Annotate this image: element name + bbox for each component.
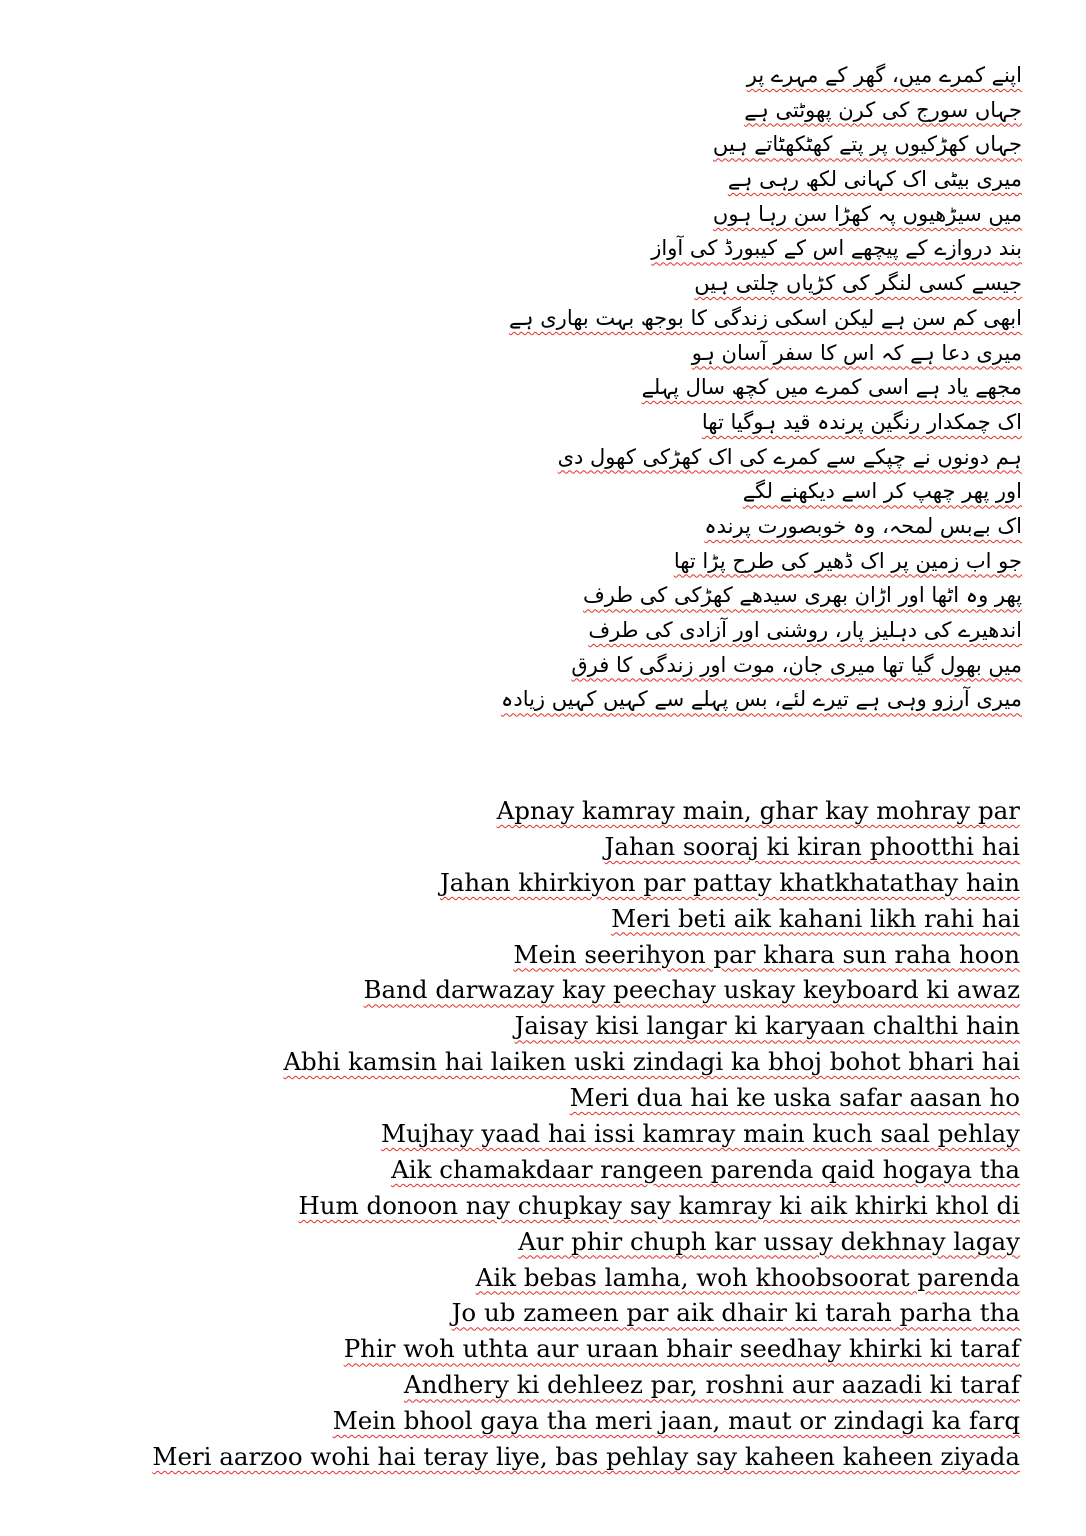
poem-line (322, 231, 1022, 266)
poem-line (322, 440, 1022, 475)
poem-line (322, 474, 1022, 509)
poem-line-text: جیسے کسی لنگر کی کڑیاں چلتی ہیں (694, 271, 1022, 296)
poem-line (60, 1295, 1020, 1331)
poem-line-text: پھر وہ اٹھا اور اڑان بھری سیدھے کھڑکی کی طرف (583, 583, 1022, 608)
poem-line-text: Jo ub zameen par aik dhair ki tarah parha tha (451, 1298, 1020, 1328)
poem-line (322, 544, 1022, 579)
poem-line-text: میں سیڑھیوں پہ کھڑا سن رہا ہوں (712, 201, 1022, 226)
poem-line-text: بند دروازے کے پیچھے اس کے کیبورڈ کی آواز (651, 236, 1022, 261)
poem-line-text: Mujhay yaad hai issi kamray main kuch saal pehlay (380, 1119, 1020, 1149)
poem-line (60, 1116, 1020, 1152)
poem-line (60, 1403, 1020, 1439)
poem-line (322, 266, 1022, 301)
poem-line (322, 405, 1022, 440)
poem-line-text: Phir woh uthta aur uraan bhair seedhay khirki ki taraf (343, 1334, 1020, 1364)
poem-line-text: میں بھول گیا تھا میری جان، موت اور زندگی کا فرق (571, 652, 1022, 677)
urdu-poem (322, 58, 1022, 717)
poem-line (60, 1080, 1020, 1116)
poem-line (322, 336, 1022, 371)
poem-line-text: Meri aarzoo wohi hai teray liye, bas pehlay say kaheen kaheen ziyada (152, 1442, 1020, 1472)
poem-line (322, 682, 1022, 717)
poem-line (322, 58, 1022, 93)
poem-line (322, 162, 1022, 197)
poem-line-text: Aik bebas lamha, woh khoobsoorat parenda (475, 1262, 1020, 1292)
poem-line (322, 613, 1022, 648)
poem-line-text: Jahan khirkiyon par pattay khatkhatathay hain (439, 867, 1020, 897)
poem-line-text: Mein bhool gaya tha meri jaan, maut or zindagi ka farq (332, 1406, 1020, 1436)
poem-line (60, 1044, 1020, 1080)
poem-line (60, 1224, 1020, 1260)
poem-line-text: اک چمکدار رنگین پرندہ قید ہوگیا تھا (701, 409, 1022, 434)
poem-line (60, 1188, 1020, 1224)
poem-line (60, 1439, 1020, 1475)
poem-line-text: Abhi kamsin hai laiken uski zindagi ka bhoj bohot bhari hai (283, 1047, 1020, 1077)
poem-line (322, 578, 1022, 613)
poem-line-text: Apnay kamray main, ghar kay mohray par (496, 796, 1020, 825)
poem-line-text: Band darwazay kay peechay uskay keyboard ki awaz (363, 975, 1020, 1005)
poem-line (60, 793, 1020, 829)
poem-line-text: اک بےبس لمحہ، وہ خوبصورت پرندہ (704, 513, 1022, 538)
poem-line-text: Aik chamakdaar rangeen parenda qaid hogaya tha (391, 1154, 1020, 1184)
poem-line (322, 301, 1022, 336)
poem-line-text: میری بیٹی اک کہانی لکھ رہی ہے (727, 167, 1022, 192)
poem-line-text: اندھیرے کی دہلیز پار، روشنی اور آزادی کی طرف (588, 618, 1022, 642)
poem-line-text: ابھی کم سن ہے لیکن اسکی زندگی کا بوجھ بہت بھاری ہے (508, 305, 1022, 330)
poem-line-text: Meri beti aik kahani likh rahi hai (611, 903, 1020, 933)
poem-line-text: Andhery ki dehleez par, roshni aur aazadi ki taraf (403, 1370, 1020, 1400)
poem-line-text: اپنے کمرے میں، گھر کے مہرے پر (746, 63, 1022, 87)
poem-line-text: Aur phir chuph kar ussay dekhnay lagay (518, 1226, 1020, 1256)
poem-line (322, 197, 1022, 232)
poem-line (60, 1152, 1020, 1188)
poem-line (60, 937, 1020, 973)
poem-line-text: Jaisay kisi langar ki karyaan chalthi hain (514, 1011, 1020, 1041)
poem-line (322, 648, 1022, 683)
poem-line (322, 370, 1022, 405)
poem-line-text: جہاں سورج کی کرن پھوٹتی ہے (744, 97, 1022, 122)
poem-line (60, 1331, 1020, 1367)
poem-line-text: مجھے یاد ہے اسی کمرے میں کچھ سال پہلے (641, 375, 1022, 400)
poem-line (60, 829, 1020, 865)
poem-line-text: Meri dua hai ke uska safar aasan ho (569, 1083, 1020, 1113)
poem-line (322, 509, 1022, 544)
poem-line (60, 1008, 1020, 1044)
poem-line (60, 972, 1020, 1008)
poem-line (322, 93, 1022, 128)
poem-line-text: اور پھر چھپ کر اسے دیکھنے لگے (742, 479, 1022, 504)
poem-line (322, 127, 1022, 162)
poem-line (60, 1260, 1020, 1296)
poem-line-text: Hum donoon nay chupkay say kamray ki aik khirki khol di (298, 1190, 1020, 1220)
poem-line (60, 865, 1020, 901)
poem-line-text: جہاں کھڑکیوں پر پتے کھٹکھٹاتے ہیں (712, 132, 1022, 157)
poem-line-text: ہم دونوں نے چپکے سے کمرے کی اک کھڑکی کھول دی (557, 444, 1022, 469)
poem-line (60, 1367, 1020, 1403)
poem-line-text: Mein seerihyon par khara sun raha hoon (513, 939, 1020, 969)
poem-line-text: جو اب زمین پر اک ڈھیر کی طرح پڑا تھا (673, 548, 1022, 573)
poem-line (60, 901, 1020, 937)
roman-urdu-poem (60, 793, 1020, 1475)
poem-line-text: میری آرزو وہی ہے تیرے لئے، بس پہلے سے کہیں کہیں زیادہ (501, 687, 1022, 712)
poem-line-text: میری دعا ہے کہ اس کا سفر آسان ہو (691, 340, 1022, 365)
poem-line-text: Jahan sooraj ki kiran phootthi hai (604, 831, 1020, 861)
